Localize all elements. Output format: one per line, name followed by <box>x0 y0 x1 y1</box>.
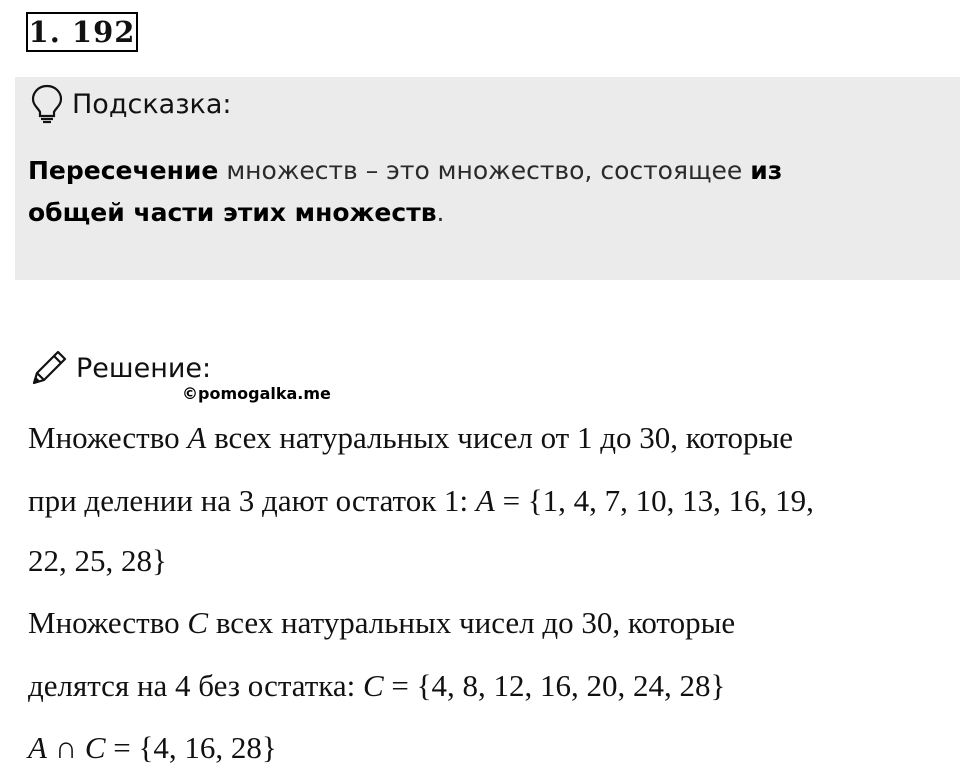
set-a-symbol: A <box>28 730 47 765</box>
hint-definition: множеств – это множество, состоящее <box>218 156 751 185</box>
set-a-elements: = {1, 4, 7, 10, 13, 16, 19, <box>494 483 814 518</box>
solution-line-6 <box>28 730 277 766</box>
text: Множество <box>28 605 188 640</box>
hint-strong-phrase: общей части этих множеств <box>28 198 437 227</box>
set-a-symbol: A <box>475 483 495 518</box>
text: всех натуральных чисел до 30, которые <box>208 605 736 640</box>
watermark: ©pomogalka.me <box>182 384 331 403</box>
intersection-operator: ∩ <box>46 730 85 765</box>
text: Множество <box>28 420 188 455</box>
problem-number: 1. 192 <box>26 12 138 52</box>
set-c-symbol: C <box>362 668 384 703</box>
hint-header <box>30 82 232 126</box>
hint-strong-word: из <box>750 156 783 185</box>
solution-line-5 <box>28 668 725 704</box>
text: делятся на 4 без остатка: <box>28 668 363 703</box>
solution-line-4 <box>28 605 735 641</box>
hint-title: Подсказка: <box>72 88 232 120</box>
set-c-elements: = {4, 8, 12, 16, 20, 24, 28} <box>383 668 726 703</box>
set-c-symbol: C <box>84 730 106 765</box>
solution-line-2 <box>28 483 814 519</box>
lightbulb-icon <box>30 83 64 125</box>
set-c-symbol: C <box>187 605 209 640</box>
solution-line-3: 22, 25, 28} <box>28 543 167 578</box>
set-a-symbol: A <box>187 420 207 455</box>
pencil-icon <box>28 347 70 389</box>
hint-text <box>28 150 928 234</box>
text: всех натуральных чисел от 1 до 30, которые <box>206 420 794 455</box>
solution-title: Решение: <box>76 352 212 384</box>
hint-period: . <box>436 198 445 227</box>
solution-line-1 <box>28 420 793 456</box>
text: при делении на 3 дают остаток 1: <box>28 483 476 518</box>
intersection-result: = {4, 16, 28} <box>105 730 277 765</box>
hint-term: Пересечение <box>28 156 219 185</box>
